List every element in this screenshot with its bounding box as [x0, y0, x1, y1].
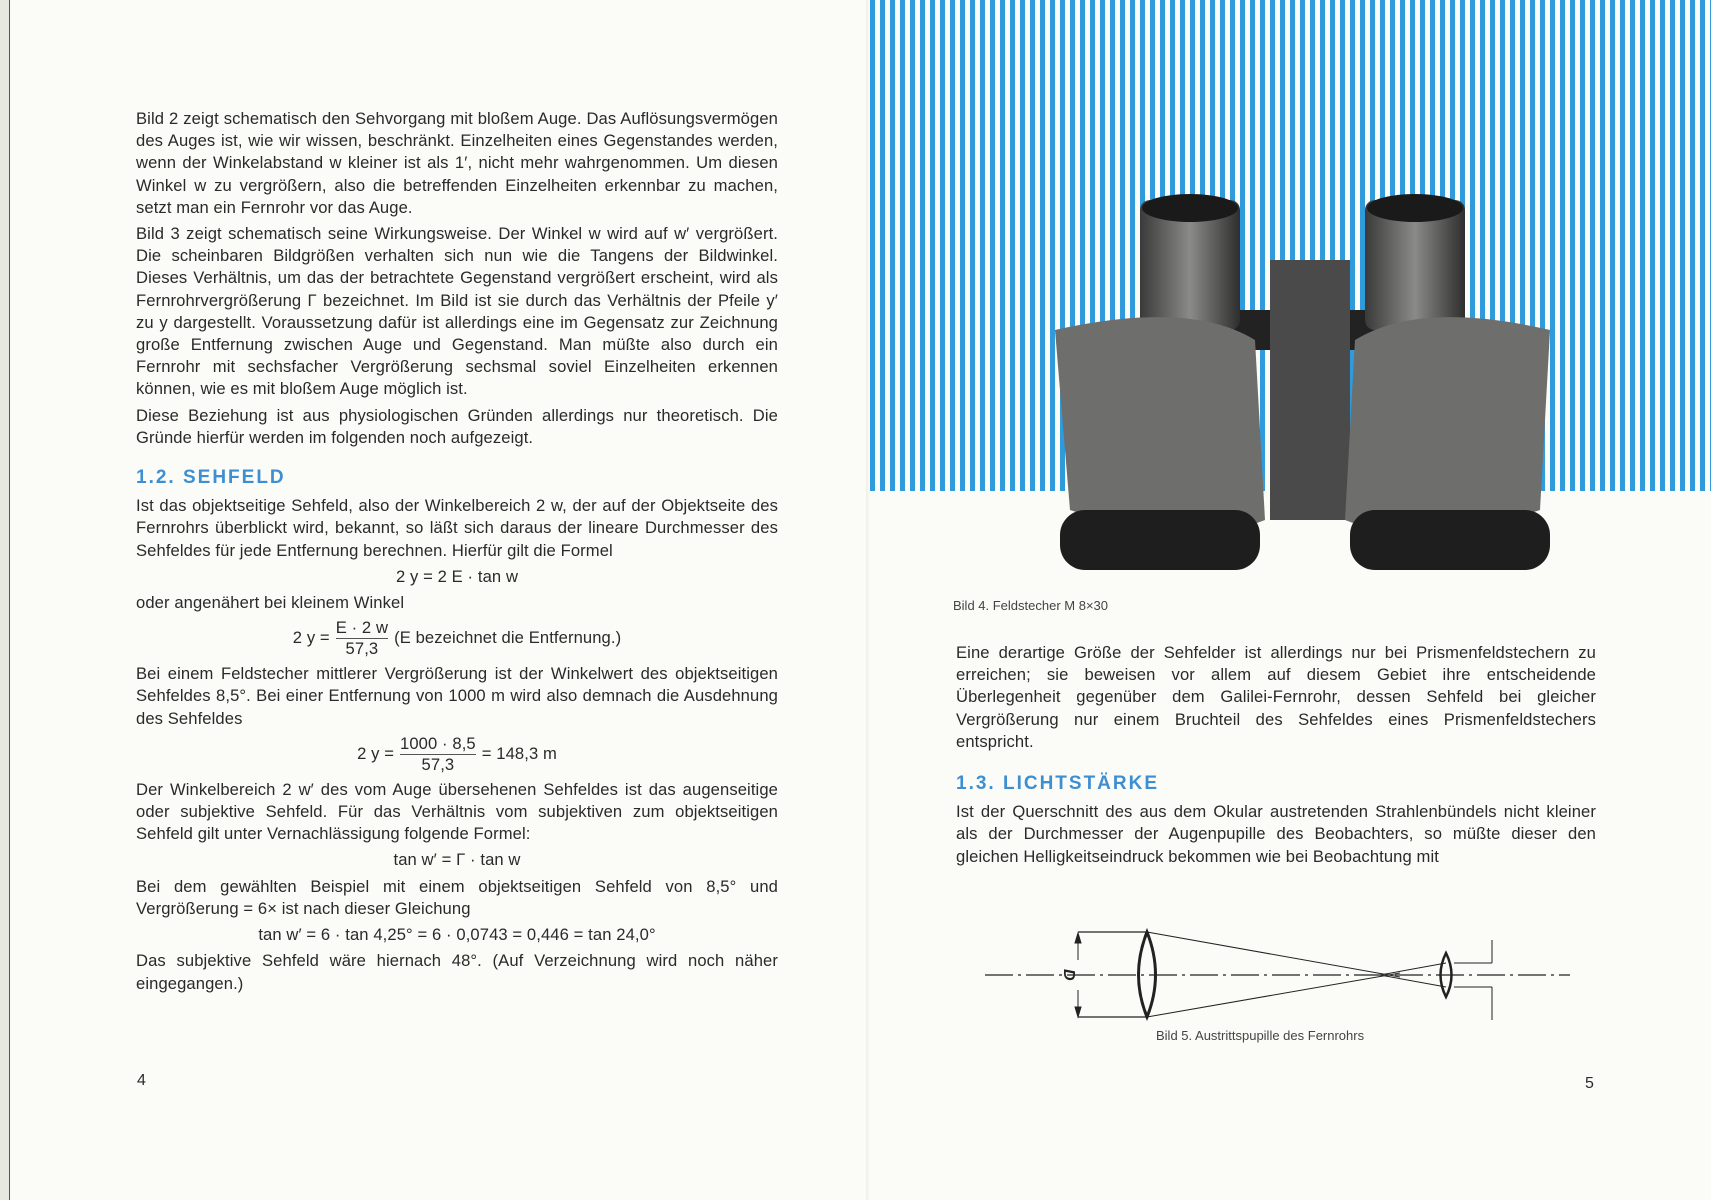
formula — [136, 734, 778, 775]
paragraph: Bei einem Feldstecher mittlerer Vergrößerung ist der Winkelwert des objektseitigen Sehfeldes 8,5°. Bei einer Entfernung von 1000 m wird also demnach die Ausdehnung des Sehfeldes — [136, 664, 778, 728]
section-heading: 1.3. LICHTSTÄRKE — [956, 773, 1160, 795]
figure-caption: Bild 5. Austrittspupille des Fernrohrs — [1156, 1028, 1365, 1043]
page-number: 4 — [137, 1072, 146, 1089]
diagram-label: D — [1060, 969, 1077, 981]
page-edge — [0, 0, 10, 1200]
paragraph: oder angenähert bei kleinem Winkel — [136, 593, 405, 613]
formula-note: (E bezeichnet die Entfernung.) — [394, 628, 622, 648]
formula-rhs: = 148,3 m — [481, 743, 557, 763]
right-page-text — [956, 642, 1596, 872]
paragraph: Ist der Querschnitt des aus dem Okular austretenden Strahlenbündels nicht kleiner als der Durchmesser der Augenpupille des Beobachters, so müßte dieser den gleichen Helligkeitseindruck bekommen wie bei Beobachtung mit — [956, 802, 1596, 866]
page-number: 5 — [1585, 1075, 1594, 1092]
paragraph: Diese Beziehung ist aus physiologischen Gründen allerdings nur theoretisch. Die Gründe hierfür werden im folgenden noch aufgezeigt. — [136, 405, 778, 447]
denominator: 57,3 — [421, 754, 455, 774]
formula-lhs: 2 y = — [357, 743, 395, 763]
formula: tan w′ = 6 · tan 4,25° = 6 · 0,0743 = 0,446 = tan 24,0° — [258, 925, 656, 945]
formula-lhs: 2 y = — [292, 628, 330, 648]
numerator: E · 2 w — [335, 618, 389, 638]
paragraph: Eine derartige Größe der Sehfelder ist allerdings nur bei Prismenfeldstechern zu erreichen; sie beweisen vor allem auf diesem Gebiet ihre entscheidende Überlegenheit gegenüber dem Galilei-Fernrohr, dessen Sehfeld bei gleicher Vergrößerung nur einem Bruchteil des Sehfeldes eines Prismenfeldstechers entspricht. — [956, 643, 1596, 751]
paragraph: Bild 3 zeigt schematisch seine Wirkungsweise. Der Winkel w wird auf w′ vergrößert. Die scheinbaren Bildgrößen verhalten sich nun wie die Tangens der Bildwinkel. Dieses Verhältnis, um das der betrachtete Gegenstand vergrößert erscheint, wird als Fernrohrvergrößerung Γ bezeichnet. Im Bild ist sie durch das Verhältnis der Pfeile y′ zu y dargestellt. Voraussetzung dafür ist allerdings eine im Gegensatz zur Zeichnung große Entfernung zwischen Auge und Gegenstand. Man müßte also durch ein Fernrohr mit sechsfacher Vergrößerung sechsmal soviel Einzelheiten erkennen können, wie es mit bloßem Auge möglich ist. — [136, 224, 778, 399]
formula: 2 y = 2 E · tan w — [395, 566, 519, 586]
formula: tan w′ = Γ · tan w — [393, 850, 521, 870]
binoculars-photo — [1040, 190, 1580, 590]
numerator: 1000 · 8,5 — [400, 733, 476, 753]
formula — [136, 618, 778, 659]
paragraph: Ist das objektseitige Sehfeld, also der Winkelbereich 2 w, der auf der Objektseite des Fernrohrs überblickt wird, bekannt, so läßt sich daraus der lineare Durchmesser des Sehfeldes für jede Entfernung berechnen. Hierfür gilt die Formel — [136, 496, 778, 560]
paragraph: Der Winkelbereich 2 w′ des vom Auge übersehenen Sehfeldes ist das augenseitige oder subjektive Sehfeld. Für das Verhältnis vom subjektiven zum objektseitigen Sehfeld gilt unter Vernachlässigung folgende Formel: — [136, 779, 778, 844]
fraction — [400, 734, 476, 775]
paragraph: Bei dem gewählten Beispiel mit einem objektseitigen Sehfeld von 8,5° und Vergrößerung = 6× ist nach dieser Gleichung — [136, 876, 778, 918]
left-page-text — [136, 108, 778, 999]
paragraph: Bild 2 zeigt schematisch den Sehvorgang mit bloßem Auge. Das Auflösungsvermögen des Auges ist, wie wir wissen, beschränkt. Einzelheiten eines Gegenstandes werden, wenn der Winkelabstand w kleiner ist als 1′, nicht mehr wahrgenommen. Um diesen Winkel w zu vergrößern, also die betreffenden Einzelheiten erkennbar zu machen, setzt man ein Fernrohr vor das Auge. — [136, 109, 778, 217]
exit-pupil-diagram — [980, 925, 1580, 1025]
fraction — [336, 618, 388, 659]
paragraph: Das subjektive Sehfeld wäre hiernach 48°. (Auf Verzeichnung wird noch näher eingegangen.) — [136, 951, 778, 993]
section-heading: 1.2. SEHFELD — [136, 467, 286, 489]
figure-caption: Bild 4. Feldstecher M 8×30 — [953, 598, 1108, 613]
denominator: 57,3 — [345, 639, 379, 659]
